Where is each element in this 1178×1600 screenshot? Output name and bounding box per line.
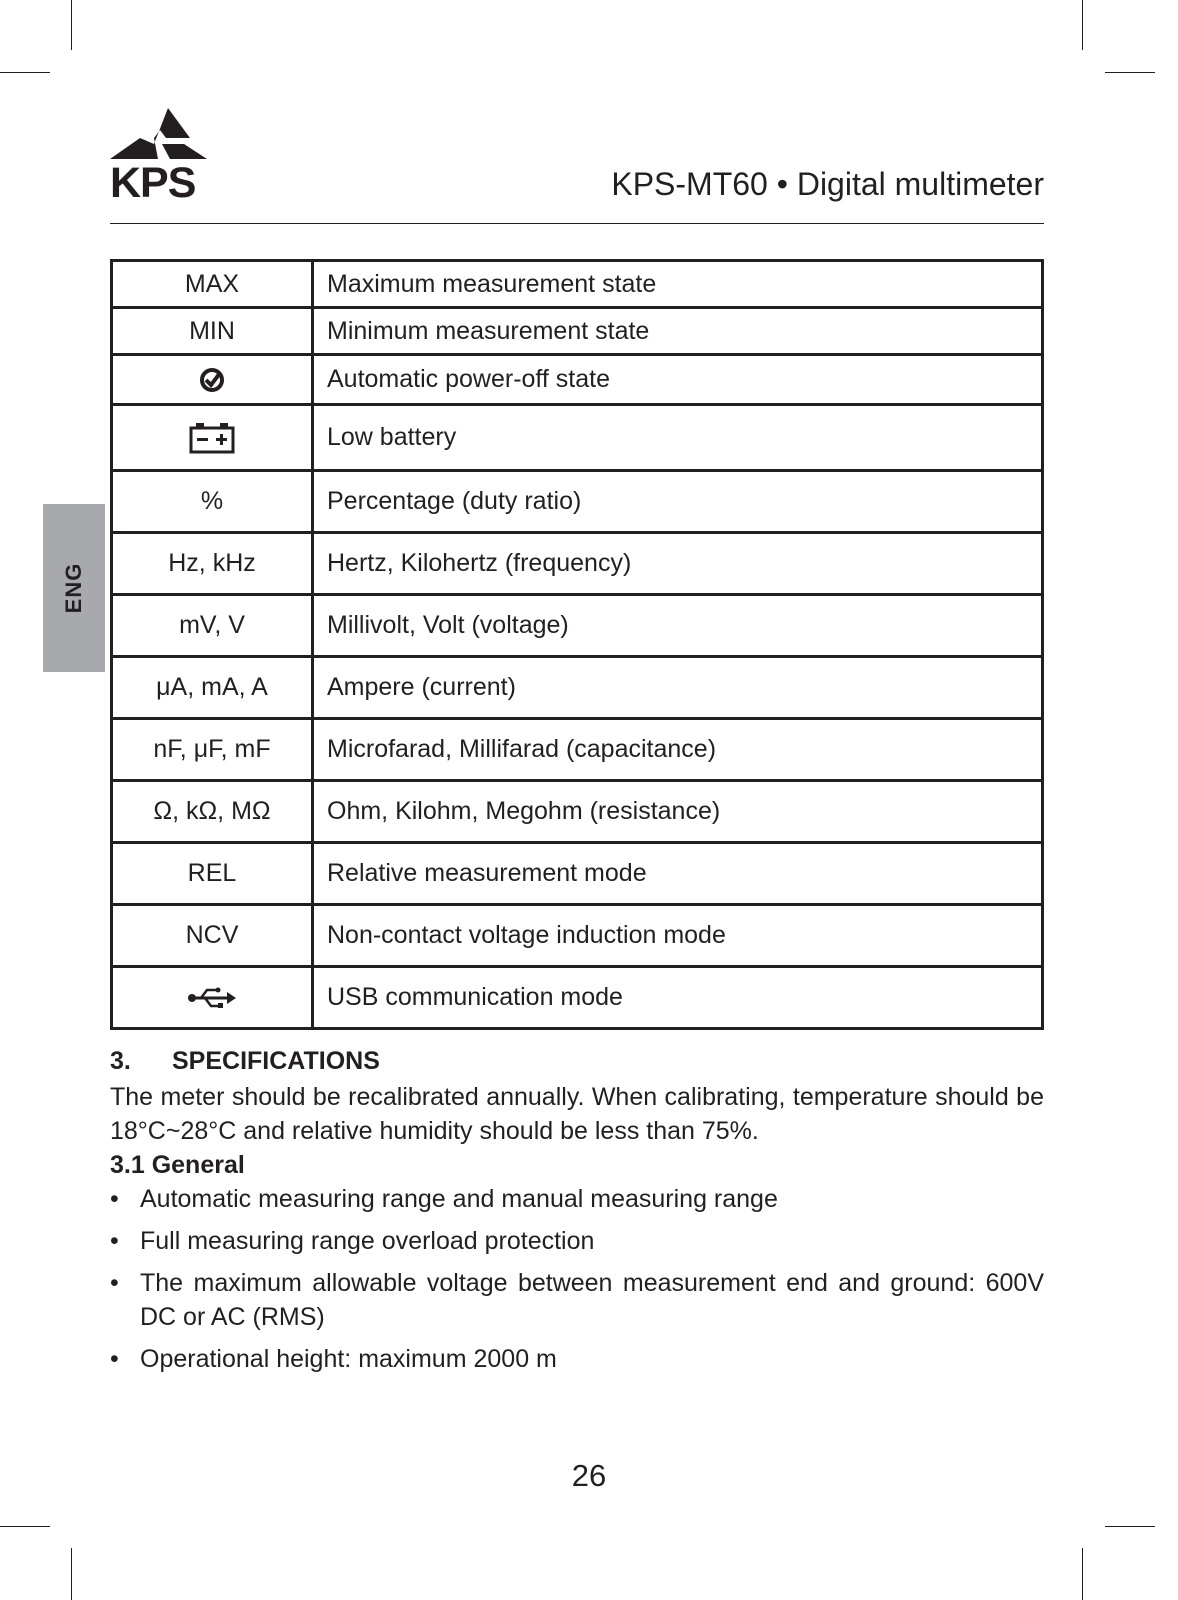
symbol-cell <box>112 355 313 405</box>
specifications-section <box>110 1044 1044 1376</box>
list-item-text: The maximum allowable voltage between measurement end and ground: 600V DC or AC (RMS) <box>140 1269 1044 1331</box>
description-cell: Automatic power-off state <box>313 355 1043 405</box>
subsection-heading: 3.1 General <box>110 1151 245 1179</box>
list-item-text: Operational height: maximum 2000 m <box>140 1345 557 1373</box>
symbol-cell: REL <box>112 843 313 905</box>
logo-wordmark: KPS <box>110 159 196 207</box>
table-row <box>112 533 1043 595</box>
description-cell: Ohm, Kilohm, Megohm (resistance) <box>313 781 1043 843</box>
description-cell: Hertz, Kilohertz (frequency) <box>313 533 1043 595</box>
usb-icon <box>187 987 237 1009</box>
document-title: KPS-MT60 • Digital multimeter <box>611 166 1044 202</box>
description-cell: Minimum measurement state <box>313 308 1043 355</box>
description-cell: Percentage (duty ratio) <box>313 471 1043 533</box>
table-row <box>112 355 1043 405</box>
mountain-logo-icon <box>110 108 210 160</box>
language-tab-label: ENG <box>61 562 86 614</box>
table-row <box>112 595 1043 657</box>
description-cell: Relative measurement mode <box>313 843 1043 905</box>
symbol-cell: nF, μF, mF <box>112 719 313 781</box>
symbol-cell: mV, V <box>112 595 313 657</box>
table-row <box>112 657 1043 719</box>
description-cell: Microfarad, Millifarad (capacitance) <box>313 719 1043 781</box>
general-bullet-list <box>110 1182 1044 1376</box>
list-item-text: Full measuring range overload protection <box>140 1227 595 1255</box>
page-number: 26 <box>571 1458 607 1493</box>
header-divider <box>110 223 1044 224</box>
table-row <box>112 905 1043 967</box>
bullet-icon: • <box>110 1269 119 1297</box>
description-cell: Ampere (current) <box>313 657 1043 719</box>
intro-paragraph: The meter should be recalibrated annually. When calibrating, temperature should be 18°C~28°C and relative humidity should be less than 75%. <box>110 1083 1044 1145</box>
description-cell: USB communication mode <box>313 967 1043 1029</box>
symbol-cell <box>112 405 313 471</box>
symbol-cell: MAX <box>112 261 313 308</box>
auto-power-off-icon <box>198 367 226 393</box>
symbol-cell: Ω, kΩ, MΩ <box>112 781 313 843</box>
crop-mark <box>1105 72 1155 73</box>
description-cell: Maximum measurement state <box>313 261 1043 308</box>
table-row <box>112 471 1043 533</box>
table-row <box>112 308 1043 355</box>
bullet-icon: • <box>110 1227 119 1255</box>
section-title: SPECIFICATIONS <box>172 1047 380 1075</box>
list-item-text: Automatic measuring range and manual measuring range <box>140 1185 778 1213</box>
crop-mark <box>1082 0 1083 50</box>
symbol-cell: NCV <box>112 905 313 967</box>
low-battery-icon <box>189 422 235 454</box>
symbol-cell: Hz, kHz <box>112 533 313 595</box>
description-cell: Non-contact voltage induction mode <box>313 905 1043 967</box>
description-cell: Low battery <box>313 405 1043 471</box>
crop-mark <box>0 1526 50 1527</box>
list-item <box>110 1224 1044 1258</box>
bullet-icon: • <box>110 1345 119 1373</box>
symbol-cell: % <box>112 471 313 533</box>
table-row <box>112 405 1043 471</box>
crop-mark <box>71 1548 72 1600</box>
language-tab <box>43 504 105 672</box>
symbol-cell <box>112 967 313 1029</box>
table-row <box>112 781 1043 843</box>
list-item <box>110 1342 1044 1376</box>
list-item <box>110 1182 1044 1216</box>
description-cell: Millivolt, Volt (voltage) <box>313 595 1043 657</box>
list-item <box>110 1266 1044 1334</box>
crop-mark <box>0 72 50 73</box>
bullet-icon: • <box>110 1185 119 1213</box>
table-row <box>112 261 1043 308</box>
symbol-cell: μA, mA, A <box>112 657 313 719</box>
section-heading <box>110 1044 1044 1078</box>
table-row <box>112 843 1043 905</box>
table-row <box>112 719 1043 781</box>
table-row <box>112 967 1043 1029</box>
kps-logo <box>110 108 210 207</box>
crop-mark <box>1082 1548 1083 1600</box>
crop-mark <box>71 0 72 50</box>
symbol-cell: MIN <box>112 308 313 355</box>
symbol-table <box>110 259 1044 1030</box>
crop-mark <box>1105 1526 1155 1527</box>
section-number: 3. <box>110 1047 131 1075</box>
